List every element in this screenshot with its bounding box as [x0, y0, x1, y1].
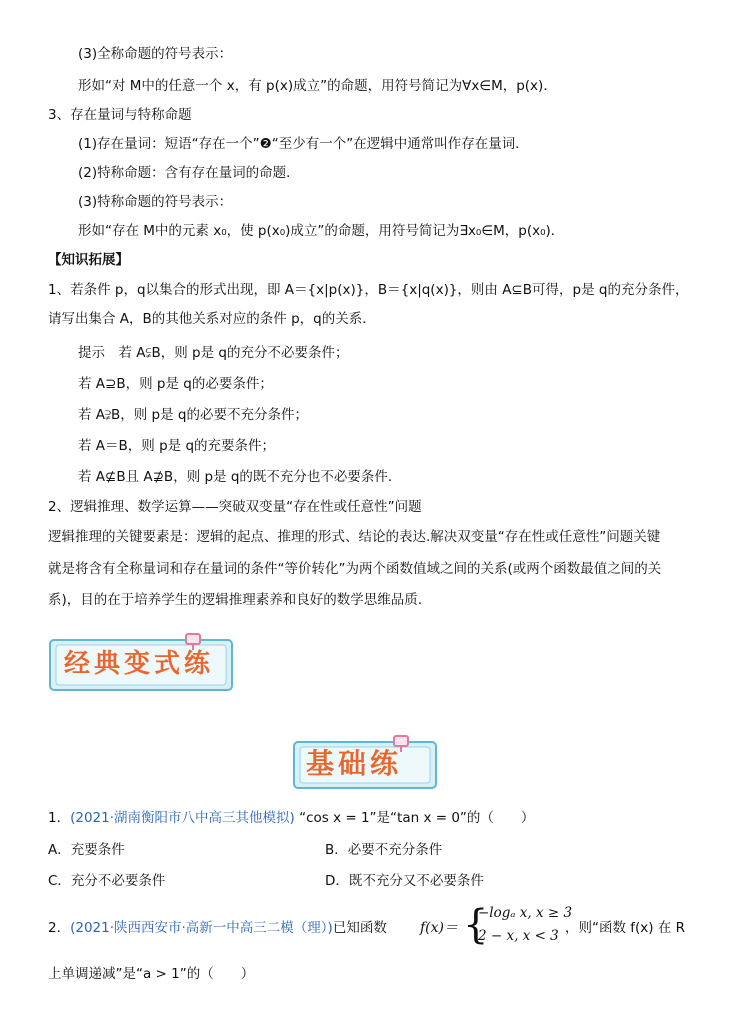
question-2-line-2: 上单调递减”是“a > 1”的（ ）	[48, 966, 255, 982]
question-source: (2021·陕西西安市·高新一中高三二模（理）)	[70, 920, 333, 936]
item-existential-quantifier: (1)存在量词：短语“存在一个”❷“至少有一个”在逻辑中通常叫作存在量词．	[78, 136, 529, 152]
piecewise-brace: {	[463, 902, 489, 948]
question-number: 1．	[48, 810, 71, 826]
hint-line-4: 若 A＝B，则 p是 q的充要条件；	[78, 438, 276, 454]
function-name: f(x)＝	[420, 920, 459, 936]
classic-variation-title: 经典变式练	[64, 649, 215, 679]
ext-paragraph-2-line-3: 系)，目的在于培养学生的逻辑推理素养和良好的数学思维品质.	[48, 592, 423, 608]
piecewise-case-1: −logₐ x, x ≥ 3	[478, 905, 573, 921]
hint-line-2: 若 A⊇B，则 p是 q的必要条件；	[78, 376, 273, 392]
item-universal-symbol-text: 形如“对 M中的任意一个 x，有 p(x)成立”的命题，用符号简记为∀x∈M，p(x)．	[78, 78, 557, 94]
basic-exercise-title: 基础练	[306, 747, 403, 780]
hint-line-5: 若 A⊈B且 A⊉B，则 p是 q的既不充分也不必要条件．	[78, 469, 402, 485]
option-a: A．充要条件	[48, 842, 125, 858]
hint-line-1: 提示 若 A⫋B，则 p是 q的充分不必要条件；	[78, 345, 349, 361]
question-2-lead	[48, 918, 387, 938]
ext-paragraph-2-heading: 2、逻辑推理、数学运算——突破双变量“存在性或任意性”问题	[48, 499, 422, 515]
piecewise-case-2: 2 − x, x < 3	[478, 928, 559, 944]
ext-paragraph-2-line-1: 逻辑推理的关键要素是：逻辑的起点、推理的形式、结论的表达.解决双变量“存在性或任意性”问题关键	[48, 529, 661, 545]
option-c: C．充分不必要条件	[48, 873, 166, 889]
basic-exercise-banner	[290, 734, 440, 792]
option-b: B．必要不充分条件	[325, 842, 443, 858]
item-existential-symbol-text: 形如“存在 M中的元素 x₀，使 p(x₀)成立”的命题，用符号简记为∃x₀∈M，p(x₀)．	[78, 223, 565, 239]
knowledge-extension-heading: 【知识拓展】	[48, 252, 129, 268]
ext-paragraph-2-line-2: 就是将含有全称量词和存在量词的条件“等价转化”为两个函数值域之间的关系(或两个函数最值之间的关	[48, 561, 662, 577]
question-source: (2021·湖南衡阳市八中高三其他模拟)	[70, 810, 295, 826]
question-number: 2．	[48, 920, 71, 936]
question-1	[48, 808, 534, 828]
section-3-heading: 3、存在量词与特称命题	[48, 107, 192, 123]
question-2-post: ，则“函数 f(x) 在 R	[565, 920, 686, 936]
item-existential-proposition: (2)特称命题：含有存在量词的命题．	[78, 165, 300, 181]
ext-paragraph-1-line-2: 请写出集合 A，B的其他关系对应的条件 p，q的关系．	[48, 311, 376, 327]
hint-line-3: 若 A⫌B，则 p是 q的必要不充分条件；	[78, 407, 308, 423]
question-stem: “cos x = 1”是“tan x = 0”的（ ）	[299, 810, 535, 826]
option-d: D．既不充分又不必要条件	[325, 873, 484, 889]
ext-paragraph-1-line-1: 1、若条件 p，q以集合的形式出现，即 A＝{x|p(x)}，B＝{x|q(x)}，则由 A⊆B可得，p是 q的充分条件，	[48, 282, 689, 298]
classic-variation-banner	[46, 632, 236, 694]
item-existential-symbol-title: (3)特称命题的符号表示：	[78, 194, 233, 210]
item-universal-symbol-title: (3)全称命题的符号表示：	[78, 46, 233, 62]
question-pre-text: 已知函数	[332, 920, 387, 936]
